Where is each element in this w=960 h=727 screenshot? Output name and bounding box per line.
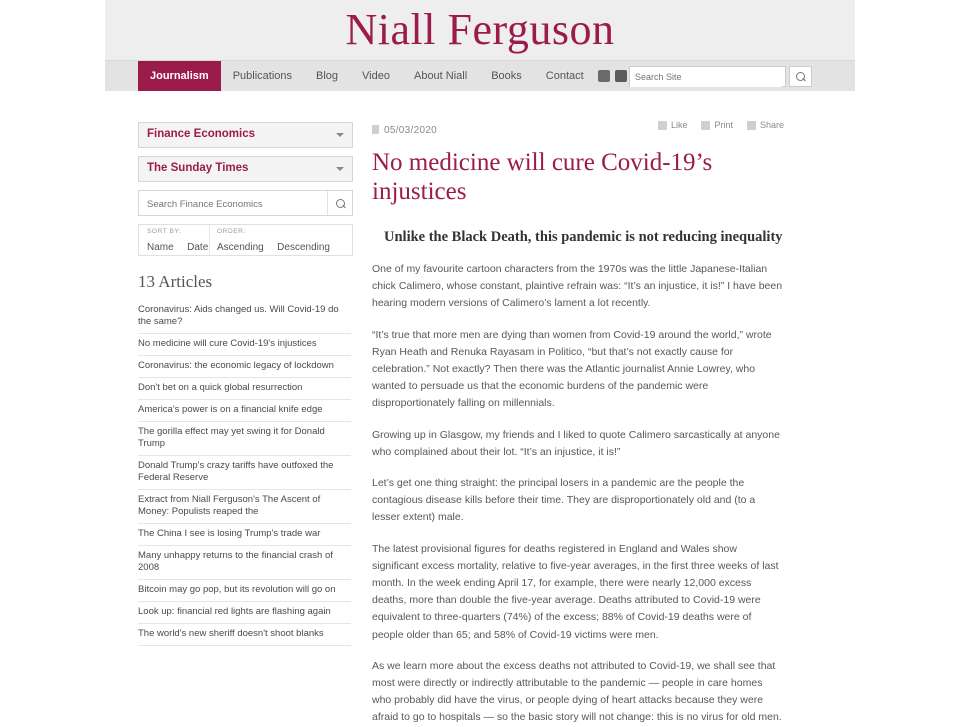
nav-item-about-niall[interactable]: About Niall bbox=[413, 70, 468, 82]
share-icon bbox=[747, 121, 756, 130]
sort-order-ascending-option[interactable]: Ascending bbox=[217, 242, 264, 253]
share-label: Share bbox=[759, 120, 784, 130]
nav-item-video[interactable]: Video bbox=[362, 70, 390, 82]
site-search-input[interactable] bbox=[630, 68, 782, 87]
article-paragraph: One of my favourite cartoon characters from the 1970s was the little Japanese-Italian chick Calimero, whose constant, plaintive refrain was: “It’s an injustice, it is!” I have been hearing modern versions of Calimero’s lament a lot recently. bbox=[372, 263, 783, 310]
article-meta bbox=[372, 120, 784, 138]
twitter-icon[interactable] bbox=[615, 70, 627, 82]
chevron-down-icon bbox=[336, 133, 344, 137]
sidebar-search-input[interactable] bbox=[145, 193, 324, 215]
sort-order-group bbox=[217, 228, 339, 255]
article-paragraph: Let’s get one thing straight: the principal losers in a pandemic are the people the contagious disease kills before their time. They are disproportionately old and (to a lesser extent) male. bbox=[372, 477, 756, 524]
sort-by-date-option[interactable]: Date bbox=[187, 242, 209, 253]
site-search-button[interactable] bbox=[789, 66, 812, 87]
article-paragraph: “It’s true that more men are dying than women from Covid-19 around the world,” wrote Ryan Heath and Renuka Rayasam in Politico, “but that’s not exactly cause for celebration.” Not exactly? Then there was the Atlantic journalist Annie Lowrey, who wanted to persuade us that the economic burdens of the pandemic were disproportionately falling on millennials. bbox=[372, 328, 772, 410]
list-item[interactable]: The China I see is losing Trump's trade war bbox=[138, 524, 351, 546]
chevron-down-icon bbox=[336, 167, 344, 171]
article-standfirst: Unlike the Black Death, this pandemic is not reducing inequality bbox=[384, 229, 783, 245]
nav-item-contact[interactable]: Contact bbox=[545, 70, 584, 82]
list-item[interactable]: Bitcoin may go pop, but its revolution will go on bbox=[138, 580, 351, 602]
article-paragraph: As we learn more about the excess deaths not attributed to Covid-19, we shall see that most were directly or indirectly attributable to the pandemic — people in care homes who probably did have the virus, or people dying of heart attacks because they were afraid to go to hospitals — so the basic story will not change: this is no virus for old men. bbox=[372, 659, 782, 724]
article-list bbox=[138, 300, 351, 646]
like-label: Like bbox=[670, 120, 688, 130]
list-item[interactable]: America's power is on a financial knife edge bbox=[138, 400, 351, 422]
share-button[interactable] bbox=[747, 120, 784, 130]
facebook-icon[interactable] bbox=[598, 70, 610, 82]
category-filter-label: Finance Economics bbox=[147, 128, 256, 140]
sort-by-group bbox=[147, 228, 217, 255]
publication-filter-dropdown[interactable] bbox=[138, 156, 353, 182]
sort-by-name-option[interactable]: Name bbox=[147, 242, 174, 253]
article-paragraph: Growing up in Glasgow, my friends and I liked to quote Calimero sarcastically at anyone who complained about their lot. “It’s an injustice, it is!” bbox=[372, 428, 780, 458]
list-item[interactable]: Coronavirus: Aids changed us. Will Covid-19 do the same? bbox=[138, 300, 351, 334]
list-item[interactable]: Coronavirus: the economic legacy of lockdown bbox=[138, 356, 351, 378]
article-container bbox=[372, 120, 784, 727]
nav-item-publications[interactable]: Publications bbox=[232, 70, 293, 82]
nav-item-journalism[interactable]: Journalism bbox=[138, 61, 221, 91]
articles-count-heading: 13 Articles bbox=[138, 272, 213, 291]
sidebar-search-button[interactable] bbox=[327, 191, 352, 215]
sort-order-descending-option[interactable]: Descending bbox=[277, 242, 330, 253]
list-item[interactable]: Extract from Niall Ferguson's The Ascent of Money: Populists reaped the bbox=[138, 490, 351, 524]
sort-by-caption: SORT BY: bbox=[147, 228, 182, 235]
article-date-wrapper bbox=[372, 125, 437, 136]
site-search-box[interactable] bbox=[629, 66, 786, 87]
sort-order-caption: ORDER: bbox=[217, 228, 246, 235]
article-date: 05/03/2020 bbox=[384, 125, 438, 136]
link-icon bbox=[658, 121, 667, 130]
sidebar-search-box[interactable] bbox=[138, 190, 353, 216]
nav-item-books[interactable]: Books bbox=[491, 70, 522, 82]
category-filter-dropdown[interactable] bbox=[138, 122, 353, 148]
sidebar bbox=[138, 122, 353, 646]
document-icon bbox=[372, 125, 379, 134]
like-button[interactable] bbox=[658, 120, 688, 130]
sort-divider bbox=[209, 225, 210, 255]
list-item[interactable]: Look up: financial red lights are flashing again bbox=[138, 602, 351, 624]
publication-filter-label: The Sunday Times bbox=[147, 162, 249, 174]
search-icon bbox=[336, 199, 345, 208]
list-item[interactable]: Many unhappy returns to the financial crash of 2008 bbox=[138, 546, 351, 580]
article-paragraph: The latest provisional figures for deaths registered in England and Wales show significant excess mortality, relative to five-year averages, in the first three weeks of last month. In the week ending April 17, for example, there were nearly 12,000 excess deaths, more than double the five-year average. Deaths attributed to Covid-19 were equivalent to three-quarters (74%) of the excess; 88% of Covid-19 deaths were of people older than 65; and 58% of Covid-19 victims were men. bbox=[372, 542, 779, 641]
list-item[interactable]: Don't bet on a quick global resurrection bbox=[138, 378, 351, 400]
list-item[interactable]: The world's new sheriff doesn't shoot blanks bbox=[138, 624, 351, 646]
article-body bbox=[372, 261, 784, 727]
print-button[interactable] bbox=[701, 120, 733, 130]
print-label: Print bbox=[714, 120, 733, 130]
page-title: No medicine will cure Covid-19’s injustices bbox=[372, 149, 713, 205]
list-item[interactable]: No medicine will cure Covid-19's injustices bbox=[138, 334, 351, 356]
site-header bbox=[105, 0, 855, 60]
nav-item-list bbox=[138, 61, 644, 91]
list-item[interactable]: Donald Trump's crazy tariffs have outfoxed the Federal Reserve bbox=[138, 456, 351, 490]
site-title: Niall Ferguson bbox=[345, 5, 615, 54]
search-icon bbox=[796, 72, 805, 81]
main-navigation bbox=[105, 60, 855, 91]
printer-icon bbox=[701, 121, 710, 130]
list-item[interactable]: The gorilla effect may yet swing it for Donald Trump bbox=[138, 422, 351, 456]
article-actions bbox=[658, 120, 784, 130]
nav-item-blog[interactable]: Blog bbox=[316, 70, 339, 82]
sort-controls bbox=[138, 224, 353, 256]
